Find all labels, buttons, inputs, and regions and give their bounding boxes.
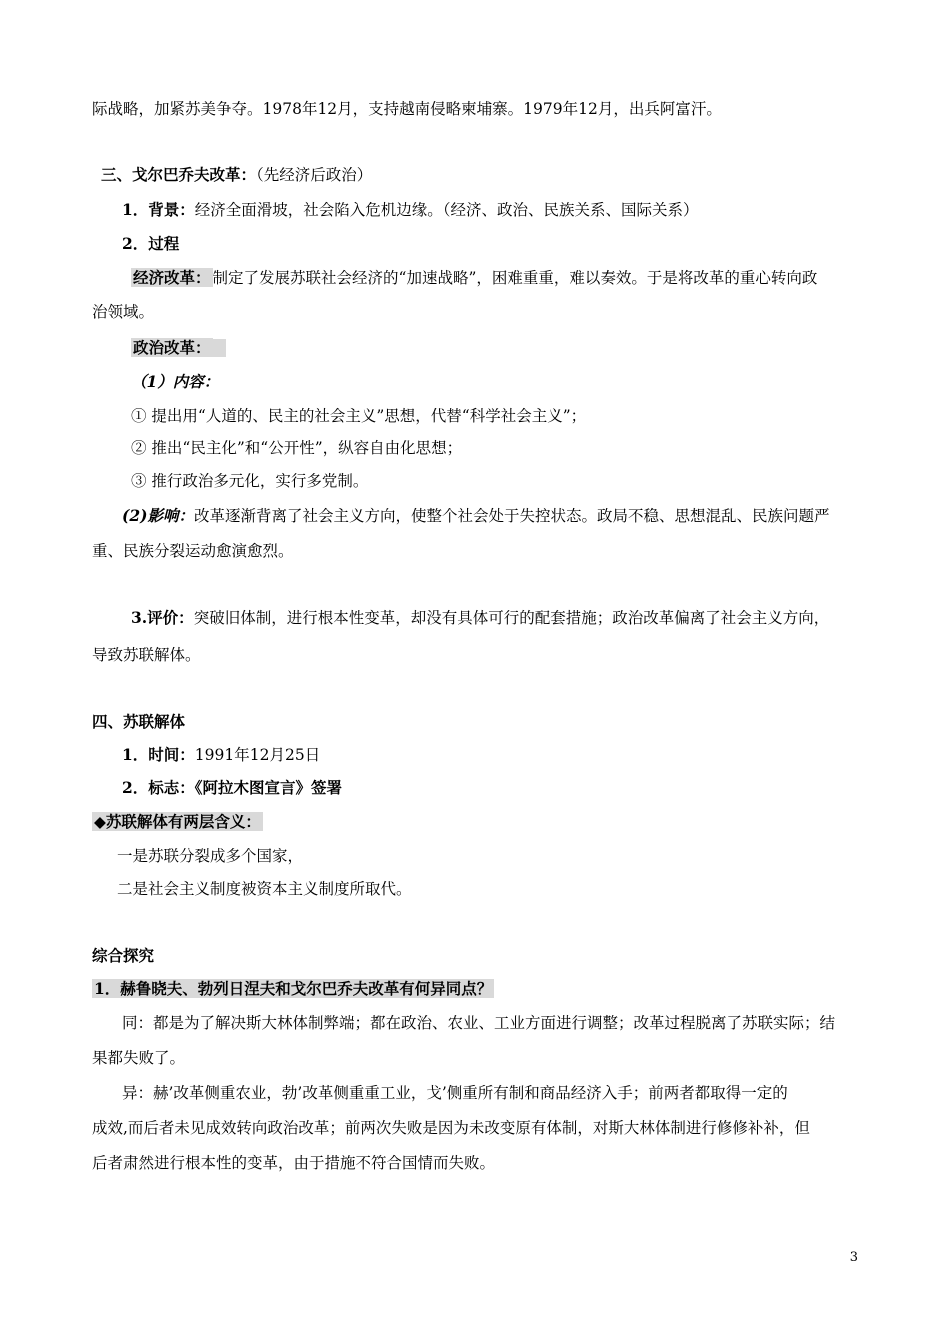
section-note: （先经济后政治） (256, 166, 373, 184)
section-title: 三、戈尔巴乔夫改革： (101, 165, 257, 184)
difference-line: 异：赫’改革侧重农业，勃’改革侧重重工业，戈’侧重所有制和商品经济入手；前两者都取得一定的 (122, 1084, 788, 1102)
content-item: ② 推出“民主化”和“公开性”，纵容自由化思想； (131, 439, 463, 457)
question-label: 1．赫鲁晓夫、勃列日涅夫和戈尔巴乔夫改革有何异同点？ (94, 979, 493, 998)
similarity-line: 同：都是为了解决斯大林体制弊端；都在政治、农业、工业方面进行调整；改革过程脱离了苏联实际；结 (122, 1014, 836, 1032)
meaning-heading (92, 811, 263, 833)
text-line: 果都失败了。 (92, 1049, 186, 1067)
content-item: ① 提出用“人道的、民主的社会主义”思想，代替“科学社会主义”； (131, 407, 587, 425)
economic-reform-line (131, 267, 817, 289)
text: 制定了发展苏联社会经济的“加速战略”，困难重重，难以奏效。于是将改革的重心转向政 (212, 269, 818, 287)
time-label: 1．时间： (122, 745, 195, 764)
section-four-heading: 四、苏联解体 (92, 712, 186, 731)
text: 经济全面滑坡，社会陷入危机边缘。（经济、政治、民族关系、国际关系） (194, 201, 699, 219)
impact-line (122, 505, 829, 527)
meaning-label: ◆苏联解体有两层含义： (94, 812, 261, 831)
evaluation-line (131, 607, 829, 629)
text-line: 后者肃然进行根本性的变革，由于措施不符合国情而失败。 (92, 1154, 496, 1172)
time-line (122, 744, 320, 766)
impact-label: (2)影响： (122, 506, 194, 525)
text-line: 成效,而后者未见成效转向政治改革；前两次失败是因为未改变原有体制，对斯大林体制进行修修补补，但 (92, 1119, 810, 1137)
text: 改革逐渐背离了社会主义方向，使整个社会处于失控状态。政局不稳、思想混乱、民族问题严 (193, 507, 830, 525)
political-reform-label: 政治改革： (133, 338, 211, 357)
political-reform-line (131, 337, 226, 359)
text-line: 际战略，加紧苏美争夺。1978年12月，支持越南侵略柬埔寨。1979年12月，出兵阿富汗。 (92, 100, 722, 118)
question-line (92, 978, 494, 1000)
sign-line: 2．标志：《阿拉木图宣言》签署 (122, 778, 343, 797)
meaning-item: 二是社会主义制度被资本主义制度所取代。 (117, 880, 412, 898)
evaluation-label: 3.评价： (131, 608, 194, 627)
section-three-heading (101, 164, 372, 186)
meaning-item: 一是苏联分裂成多个国家， (117, 847, 304, 865)
process-heading: 2．过程 (122, 234, 180, 253)
content-item: ③ 推行政治多元化，实行多党制。 (131, 472, 369, 490)
content-label: （1）内容： (131, 372, 220, 391)
label: 1．背景： (122, 200, 195, 219)
page-number: 3 (849, 1250, 858, 1265)
time-value: 1991年12月25日 (194, 746, 321, 764)
text-line: 治领域。 (92, 303, 155, 321)
text-line: 重、民族分裂运动愈演愈烈。 (92, 542, 294, 560)
text: 突破旧体制，进行根本性变革，却没有具体可行的配套措施；政治改革偏离了社会主义方向， (193, 609, 830, 627)
text-line: 导致苏联解体。 (92, 646, 201, 664)
synthesis-heading: 综合探究 (92, 946, 155, 965)
economic-reform-label: 经济改革： (133, 268, 211, 287)
background-line (122, 199, 699, 221)
